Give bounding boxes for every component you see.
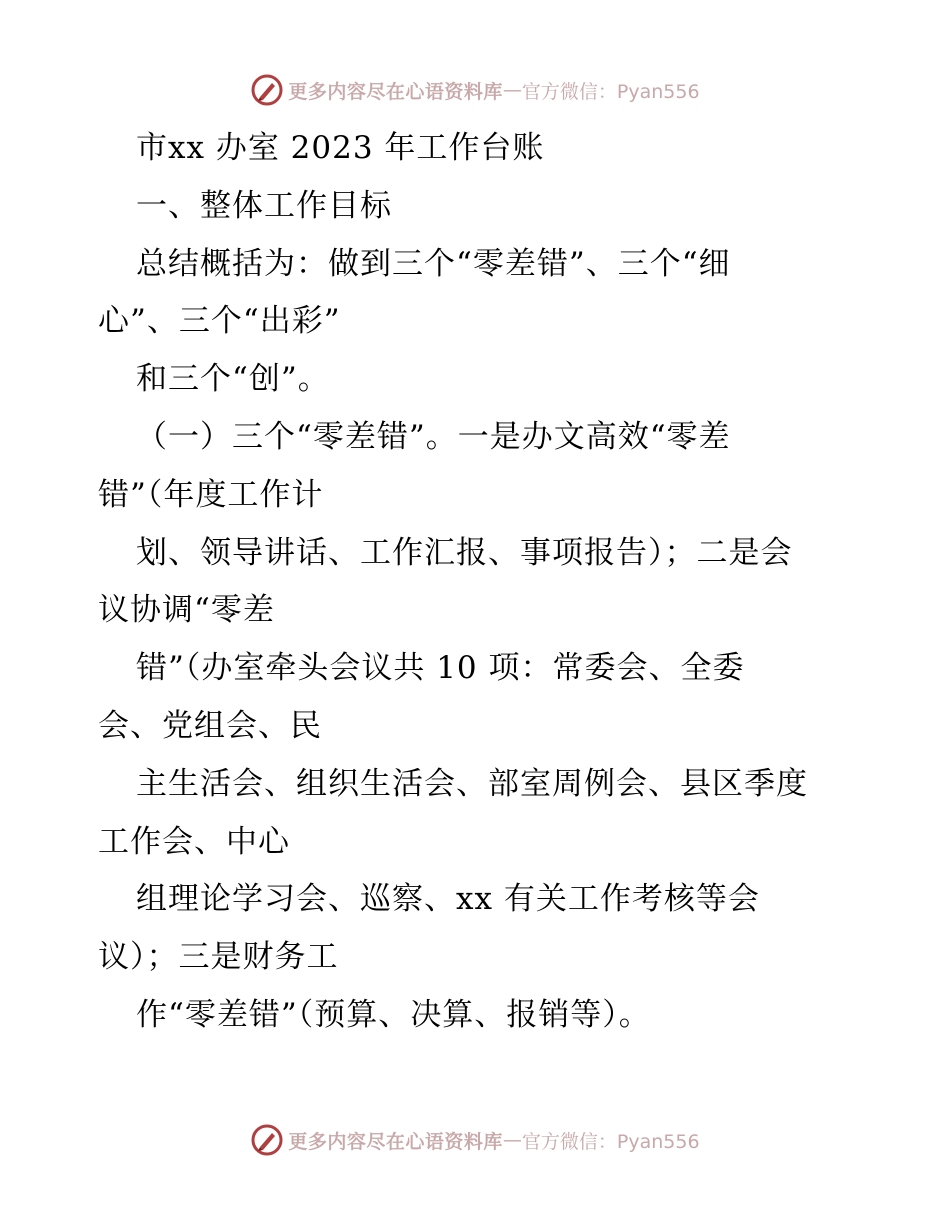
document-body (98, 120, 858, 1045)
paragraph-line: 工作会、中心 (98, 823, 290, 860)
watermark-banner-top (0, 70, 950, 110)
pen-logo-icon (250, 73, 284, 107)
paragraph-line: 主生活会、组织生活会、部室周例会、县区季度 (136, 765, 808, 802)
watermark-wechat: 官方微信：Pyan556 (521, 80, 700, 103)
watermark-wechat: 官方微信：Pyan556 (521, 1130, 700, 1153)
paragraph-line: 作“零差错”（预算、决算、报销等）。 (136, 996, 651, 1033)
watermark-banner-bottom (0, 1120, 950, 1160)
paragraph-line: 总结概括为：做到三个“零差错”、三个“细 (136, 245, 731, 282)
section-heading: 一、整体工作目标 (136, 187, 392, 224)
pen-logo-icon (250, 1123, 284, 1157)
watermark-text: 更多内容尽在心语资料库 (288, 80, 503, 103)
paragraph-line: 划、领导讲话、工作汇报、事项报告）；二是会 (136, 534, 793, 571)
paragraph-line: （一）三个“零差错”。一是办文高效“零差 (136, 418, 731, 455)
document-title: 市xx 办室 2023 年工作台账 (136, 130, 545, 166)
paragraph-line: 议协调“零差 (98, 592, 275, 629)
watermark-text: 更多内容尽在心语资料库 (288, 1130, 503, 1153)
paragraph-line: 错”（办室牵头会议共 10 项：常委会、全委 (136, 650, 745, 687)
watermark-dash: — (502, 79, 522, 101)
watermark-dash: — (502, 1129, 522, 1151)
paragraph-line: 组理论学习会、巡察、xx 有关工作考核等会 (136, 881, 760, 918)
paragraph-line: 和三个“创”。 (136, 361, 330, 398)
paragraph-line: 会、党组会、民 (98, 707, 322, 744)
paragraph-line: 错”（年度工作计 (98, 476, 324, 513)
paragraph-line: 议）；三是财务工 (98, 939, 339, 976)
paragraph-line: 心”、三个“出彩” (98, 303, 341, 340)
